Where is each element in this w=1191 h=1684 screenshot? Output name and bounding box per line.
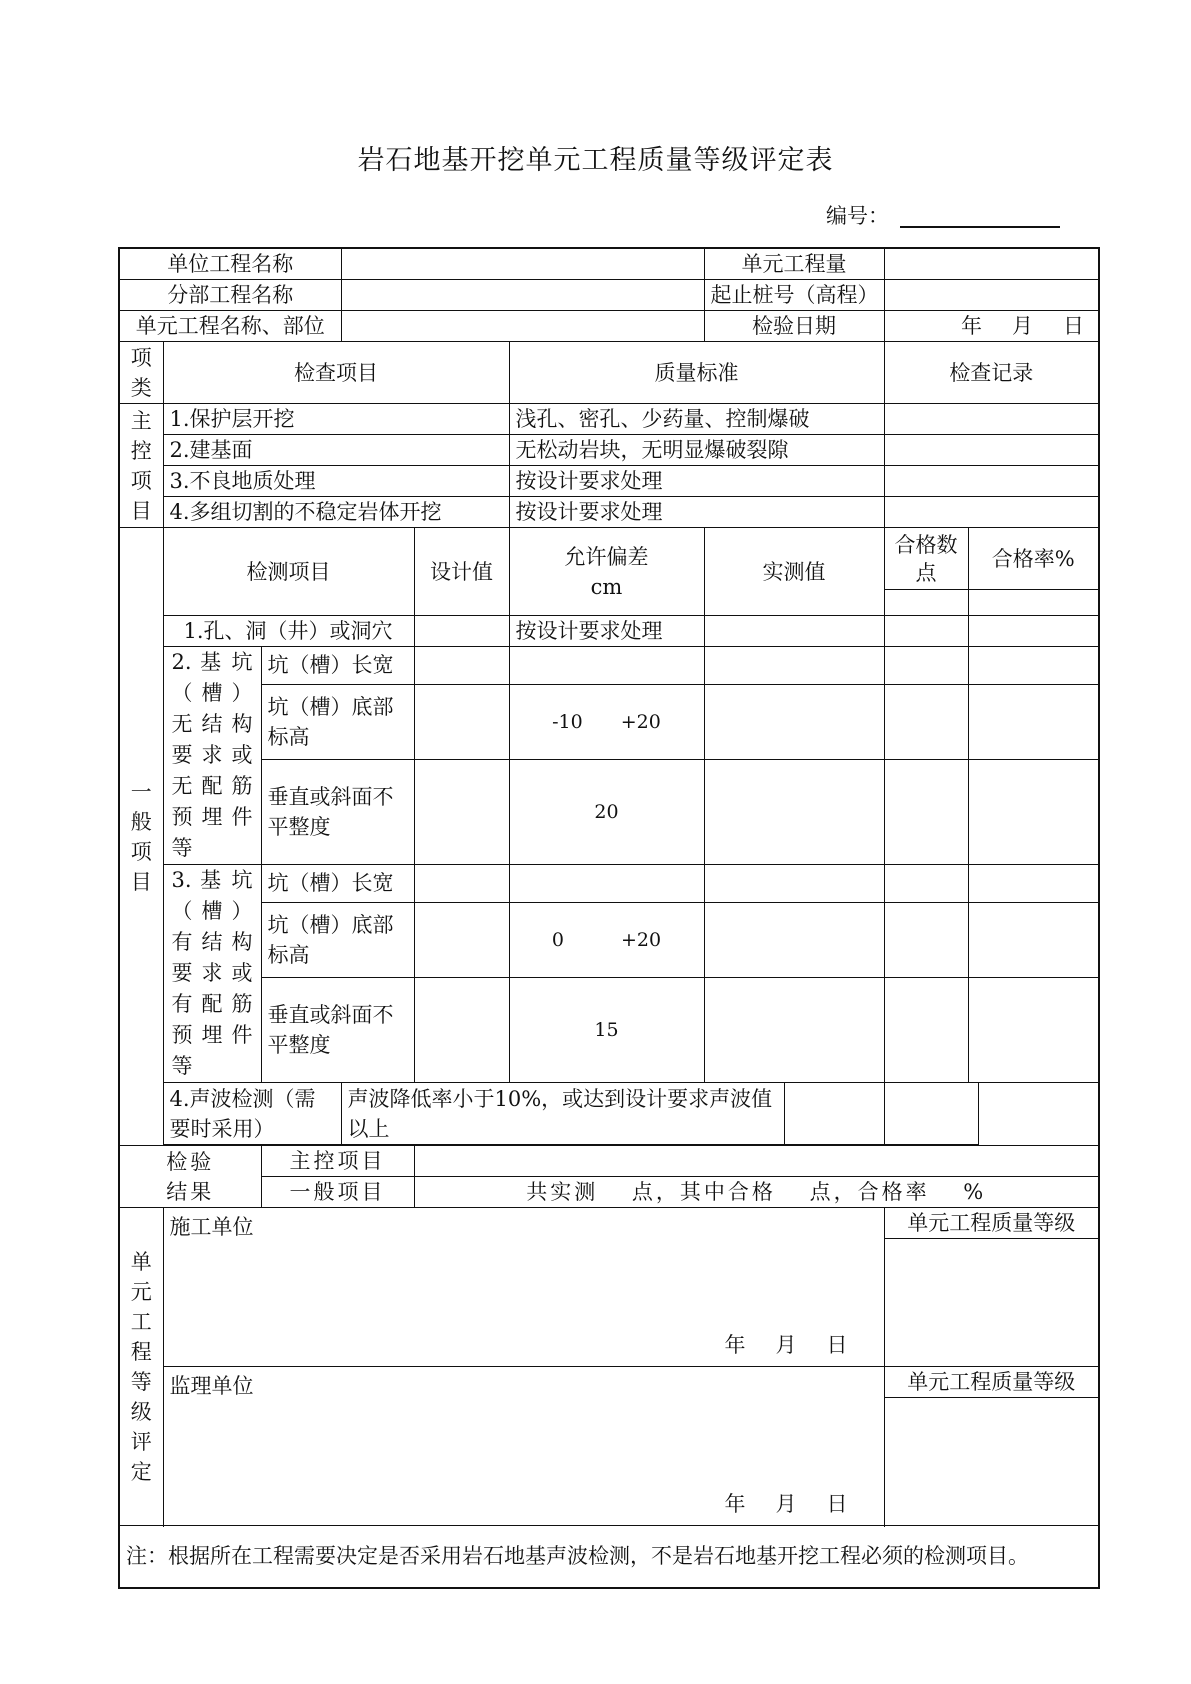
measured-1[interactable] [704, 616, 884, 647]
year-label: 年 [961, 314, 982, 338]
unit-quantity-label: 单元工程量 [704, 248, 884, 280]
group3-item-2: 坑（槽）底部标高 [261, 902, 414, 978]
group2-label: 2. 基 坑（槽）无结构要求或无配筋预埋件等 [163, 647, 261, 865]
main-standard-1: 浅孔、密孔、少药量、控制爆破 [509, 404, 884, 435]
group3-design-1[interactable] [414, 865, 509, 903]
group3-dev-3: 15 [509, 978, 704, 1083]
group2-points-3[interactable] [884, 760, 968, 865]
group2-item-1: 坑（槽）长宽 [261, 647, 414, 685]
supervision-date: 年 月 日 [724, 1492, 848, 1516]
supervision-grade-label: 单元工程质量等级 [884, 1367, 1099, 1398]
check-item-header: 检查项目 [163, 342, 509, 404]
points-1[interactable] [884, 616, 968, 647]
points-4[interactable] [784, 1083, 884, 1145]
station-field[interactable] [884, 280, 1099, 311]
group2-dev-2: -10 +20 [509, 684, 704, 760]
group3-points-1[interactable] [884, 865, 968, 903]
group2-points-2[interactable] [884, 684, 968, 760]
sub-project-name-label: 分部工程名称 [119, 280, 341, 311]
serial-input-line[interactable] [900, 226, 1060, 228]
evaluation-table [118, 247, 1100, 1589]
group3-points-3[interactable] [884, 978, 968, 1083]
group3-rate-1[interactable] [968, 865, 1099, 903]
form-title: 岩石地基开挖单元工程质量等级评定表 [357, 145, 834, 176]
result-general-label: 一般项目 [261, 1177, 414, 1208]
main-record-4[interactable] [884, 497, 1099, 528]
supervision-unit-block[interactable] [163, 1367, 884, 1526]
design-value-header: 设计值 [414, 528, 509, 616]
general-standard-1: 按设计要求处理 [509, 616, 704, 647]
result-main-field[interactable] [414, 1146, 1099, 1177]
unit-name-location-label: 单元工程名称、部位 [119, 311, 341, 342]
construction-grade-field[interactable] [884, 1239, 1099, 1367]
group3-design-3[interactable] [414, 978, 509, 1083]
main-record-2[interactable] [884, 435, 1099, 466]
day-label: 日 [1063, 314, 1084, 338]
main-record-3[interactable] [884, 466, 1099, 497]
group3-dev-2: 0 +20 [509, 902, 704, 978]
group3-measured-3[interactable] [704, 978, 884, 1083]
result-general-text: 共实测 点，其中合格 点，合格率 % [414, 1177, 1099, 1208]
measured-header: 实测值 [704, 528, 884, 616]
design-value-1[interactable] [414, 616, 509, 647]
group3-dev-1 [509, 865, 704, 903]
main-standard-3: 按设计要求处理 [509, 466, 884, 497]
main-control-label: 主 控 项 目 [119, 404, 163, 528]
group2-dev-1 [509, 647, 704, 685]
footnote: 注：根据所在工程需要决定是否采用岩石地基声波检测，不是岩石地基开挖工程必须的检测项目。 [119, 1526, 1099, 1588]
general-label: 一 般 项 目 [119, 528, 163, 1146]
group3-measured-2[interactable] [704, 902, 884, 978]
group3-points-2[interactable] [884, 902, 968, 978]
category-header: 项 类 [119, 342, 163, 404]
qualified-points-header: 合格数点 [884, 528, 968, 590]
group3-item-1: 坑（槽）长宽 [261, 865, 414, 903]
rate-1[interactable] [968, 616, 1099, 647]
result-label: 检验 结果 [119, 1146, 261, 1208]
main-standard-2: 无松动岩块，无明显爆破裂隙 [509, 435, 884, 466]
construction-date: 年 月 日 [724, 1333, 848, 1357]
group3-design-2[interactable] [414, 902, 509, 978]
test-item-header: 检测项目 [163, 528, 414, 616]
group2-design-1[interactable] [414, 647, 509, 685]
qualified-rate-cell[interactable] [968, 590, 1099, 616]
construction-unit-block[interactable] [163, 1208, 884, 1367]
unit-project-name-label: 单位工程名称 [119, 248, 341, 280]
main-item-3: 3.不良地质处理 [163, 466, 509, 497]
main-item-2: 2.建基面 [163, 435, 509, 466]
inspect-date-label: 检验日期 [704, 311, 884, 342]
qualified-rate-header: 合格率% [968, 528, 1099, 590]
unit-project-name-field[interactable] [341, 248, 704, 280]
group2-design-3[interactable] [414, 760, 509, 865]
station-label: 起止桩号（高程） [704, 280, 884, 311]
quality-standard-header: 质量标准 [509, 342, 884, 404]
sub-project-name-field[interactable] [341, 280, 704, 311]
group2-rate-1[interactable] [968, 647, 1099, 685]
general-standard-4: 声波降低率小于10%，或达到设计要求声波值以上 [341, 1083, 784, 1145]
general-item-4: 4.声波检测（需要时采用） [163, 1083, 341, 1145]
group2-measured-3[interactable] [704, 760, 884, 865]
group3-rate-2[interactable] [968, 902, 1099, 978]
main-record-1[interactable] [884, 404, 1099, 435]
inspect-date-field[interactable] [884, 311, 1099, 342]
main-item-4: 4.多组切割的不稳定岩体开挖 [163, 497, 509, 528]
group2-design-2[interactable] [414, 684, 509, 760]
month-label: 月 [1012, 314, 1033, 338]
supervision-grade-field[interactable] [884, 1398, 1099, 1526]
main-standard-4: 按设计要求处理 [509, 497, 884, 528]
group3-rate-3[interactable] [968, 978, 1099, 1083]
rate-4[interactable] [884, 1083, 978, 1145]
result-main-label: 主控项目 [261, 1146, 414, 1177]
group3-label: 3. 基 坑（槽）有结构要求或有配筋预埋件等 [163, 865, 261, 1083]
supervision-unit-label: 监理单位 [169, 1374, 254, 1398]
group2-item-3: 垂直或斜面不平整度 [261, 760, 414, 865]
group2-dev-3: 20 [509, 760, 704, 865]
group2-measured-1[interactable] [704, 647, 884, 685]
unit-name-location-field[interactable] [341, 311, 704, 342]
group2-measured-2[interactable] [704, 684, 884, 760]
serial-label: 编号： [826, 204, 889, 228]
group2-item-2: 坑（槽）底部标高 [261, 684, 414, 760]
group3-measured-1[interactable] [704, 865, 884, 903]
construction-grade-label: 单元工程质量等级 [884, 1208, 1099, 1239]
construction-unit-label: 施工单位 [169, 1215, 254, 1239]
general-item-1: 1.孔、洞（井）或洞穴 [163, 616, 414, 647]
main-item-1: 1.保护层开挖 [163, 404, 509, 435]
allowable-dev-header: 允许偏差 cm [509, 528, 704, 616]
check-record-header: 检查记录 [884, 342, 1099, 404]
group2-points-1[interactable] [884, 647, 968, 685]
qualified-points-cell[interactable] [884, 590, 968, 616]
assessment-label: 单 元 工 程 等 级 评 定 [119, 1208, 163, 1526]
group3-item-3: 垂直或斜面不平整度 [261, 978, 414, 1083]
unit-quantity-field[interactable] [884, 248, 1099, 280]
group2-rate-3[interactable] [968, 760, 1099, 865]
group2-rate-2[interactable] [968, 684, 1099, 760]
